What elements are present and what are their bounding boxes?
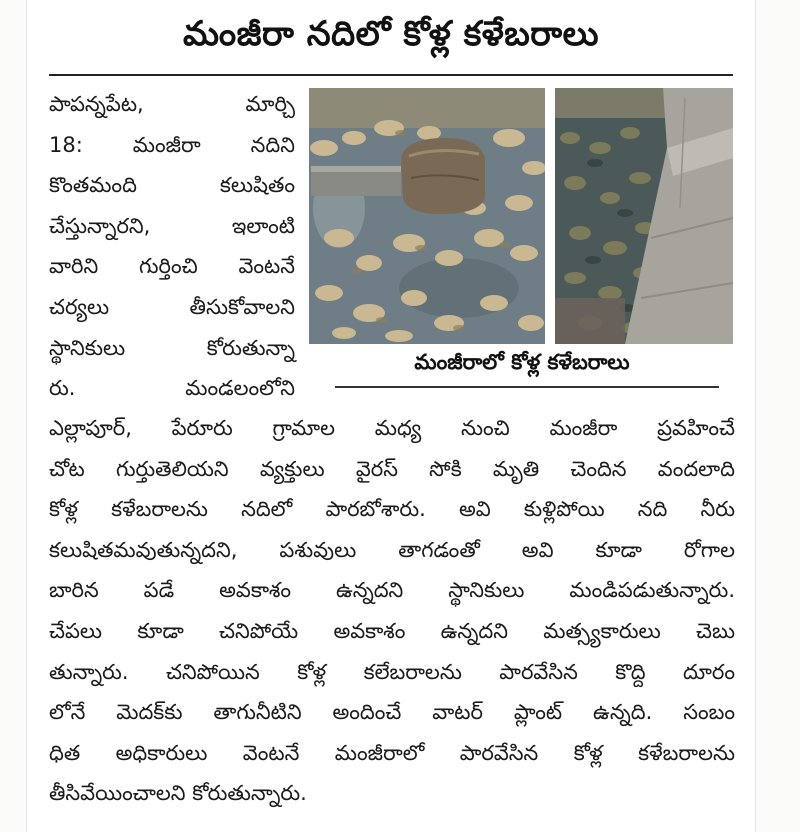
text-line: వారిని గుర్తించి వెంటనే	[49, 254, 295, 279]
text-line: పాపన్నపేట, మార్చి	[49, 92, 295, 116]
text-line: ధిత అధికారులు వెంటనే మంజీరాలో పారవేసిన కోళ్ల కళేబరాలను	[49, 740, 735, 765]
article-headline: మంజీరా నదిలో కోళ్ల కళేబరాలు	[182, 14, 600, 54]
text-line: తీసివేయించాలని కోరుతున్నారు.	[49, 781, 307, 806]
text-line: కొంతమంది కలుషితం	[49, 173, 295, 198]
text-line: చోట గుర్తుతెలియని వ్యక్తులు వైరస్ సోకి మృతి చెందిన వందలాది	[49, 456, 735, 481]
text-line: తున్నారు. చనిపోయిన కోళ్ల కలేబరాలను పారవేసిన కొద్ది దూరం	[49, 659, 735, 684]
text-line: ఎల్లాపూర్, పేరూరు గ్రామాల మధ్య నుంచి మంజీరా ప్రవహించే	[49, 416, 735, 440]
photo-caption: మంజీరాలో కోళ్ల కళేబరాలు	[414, 350, 630, 374]
text-line: చర్యలు తీసుకోవాలని	[49, 294, 295, 319]
text-line: 18: మంజీరా నదిని	[49, 132, 295, 157]
river-photo-right	[555, 88, 733, 344]
news-clipping	[26, 0, 756, 832]
text-line: రు. మండలంలోని	[49, 376, 295, 401]
article-full-width-body	[49, 408, 735, 814]
article-left-column	[49, 84, 295, 409]
text-line: స్థానికులు కోరుతున్నా	[49, 335, 295, 360]
text-line: కలుషితమవుతున్నదని, పశువులు తాగడంతో అవి కూడా రోగాల	[49, 537, 735, 562]
text-line: లోనే మెదక్‌కు తాగునీటిని అందించే వాటర్ ప్లాంట్ ఉన్నది. సంబం	[49, 700, 735, 725]
text-line: కోళ్ల కళేబరాలను నదిలో పారబోశారు. అవి కుళ్లిపోయి నది నీరు	[49, 497, 735, 522]
text-line: చేస్తున్నారని, ఇలాంటి	[49, 213, 295, 238]
river-photo-left	[309, 88, 545, 344]
headline-rule	[49, 74, 733, 76]
text-line: బారిన పడే అవకాశం ఉన్నదని స్థానికులు మండిపడుతున్నారు.	[49, 578, 735, 603]
text-line: చేపలు కూడా చనిపోయే అవకాశం ఉన్నదని మత్స్యకారులు చెబు	[49, 618, 735, 643]
caption-rule	[335, 386, 719, 388]
